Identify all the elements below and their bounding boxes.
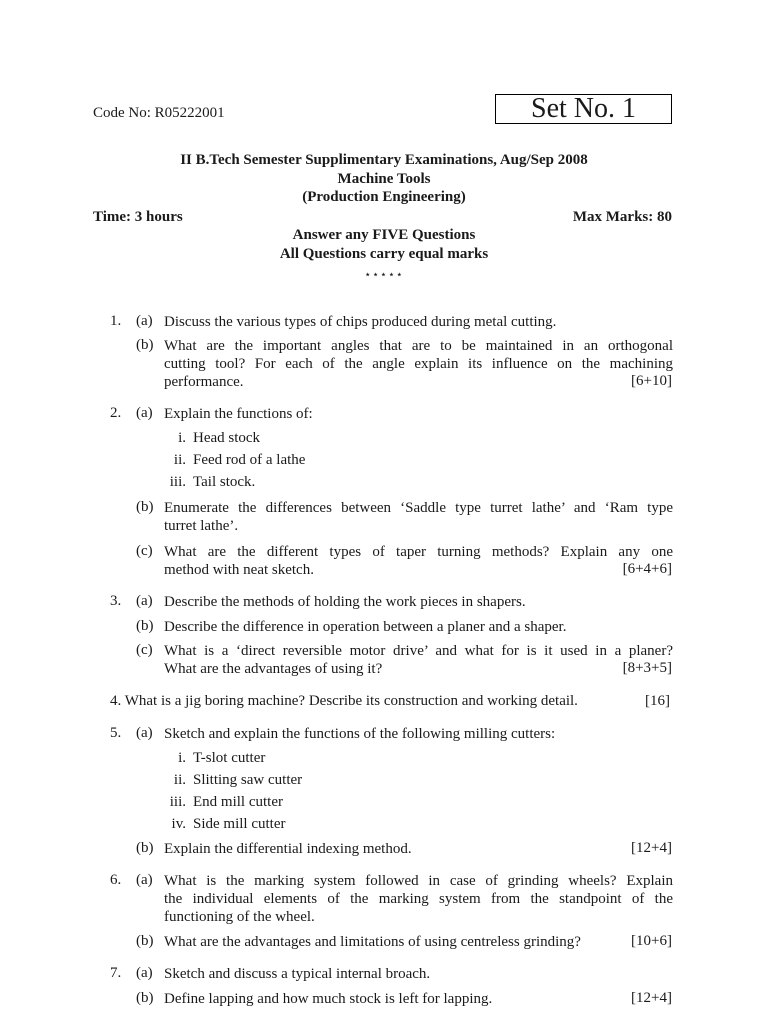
subpart-label: (a) bbox=[136, 965, 153, 981]
exam-title: II B.Tech Semester Supplimentary Examinations, Aug/Sep 2008 bbox=[180, 152, 588, 168]
set-number-box: Set No. 1 bbox=[495, 94, 672, 124]
question-text: Describe the difference in operation between a planer and a shaper. bbox=[164, 619, 567, 635]
list-item: Side mill cutter bbox=[193, 816, 286, 832]
text-line: performance. bbox=[164, 374, 244, 390]
question-number: 2. bbox=[110, 405, 122, 421]
question-text: Sketch and discuss a typical internal broach. bbox=[164, 966, 431, 982]
code-number: Code No: R05222001 bbox=[93, 105, 225, 121]
subject-title: Machine Tools bbox=[337, 171, 431, 187]
list-item: End mill cutter bbox=[193, 794, 283, 810]
subpart-label: (a) bbox=[136, 593, 153, 609]
question-text: Define lapping and how much stock is left for lapping. bbox=[164, 991, 493, 1007]
text-line: the individual elements of the marking system from the standpoint of the bbox=[164, 891, 673, 907]
time-label: Time: 3 hours bbox=[93, 209, 183, 225]
question-text: Explain the differential indexing method. bbox=[164, 841, 412, 857]
list-item: Tail stock. bbox=[193, 474, 256, 490]
list-item-label: i. bbox=[178, 750, 186, 766]
text-line: What are the advantages of using it? bbox=[164, 661, 383, 677]
list-item: Head stock bbox=[193, 430, 261, 446]
text-line: What is a ‘direct reversible motor drive’ and what for is it used in a planer? bbox=[164, 643, 673, 659]
subpart-label: (a) bbox=[136, 725, 153, 741]
marks-allocation: [16] bbox=[645, 693, 670, 709]
subpart-label: (b) bbox=[136, 840, 154, 856]
subpart-label: (b) bbox=[136, 499, 154, 515]
list-item: Slitting saw cutter bbox=[193, 772, 303, 788]
subpart-label: (b) bbox=[136, 990, 154, 1006]
subpart-label: (b) bbox=[136, 618, 154, 634]
subpart-label: (a) bbox=[136, 872, 153, 888]
instruction-answer: Answer any FIVE Questions bbox=[292, 227, 476, 243]
branch-title: (Production Engineering) bbox=[302, 189, 466, 205]
subpart-label: (b) bbox=[136, 933, 154, 949]
question-number: 5. bbox=[110, 725, 122, 741]
separator-stars: ⋆⋆⋆⋆⋆ bbox=[364, 269, 404, 281]
marks-allocation: [8+3+5] bbox=[622, 660, 672, 676]
marks-allocation: [6+10] bbox=[631, 373, 672, 389]
text-line: What are the important angles that are to be maintained in an orthogonal bbox=[164, 338, 673, 354]
subpart-label: (c) bbox=[136, 543, 153, 559]
marks-allocation: [12+4] bbox=[631, 840, 672, 856]
text-line: cutting tool? For each of the angle explain its influence on the machining bbox=[164, 356, 673, 372]
max-marks-label: Max Marks: 80 bbox=[572, 209, 672, 225]
list-item-label: iv. bbox=[171, 816, 186, 832]
marks-allocation: [12+4] bbox=[631, 990, 672, 1006]
question-text: Explain the functions of: bbox=[164, 406, 313, 422]
question-number: 1. bbox=[110, 313, 122, 329]
text-line: method with neat sketch. bbox=[164, 562, 314, 578]
question-text: What are the advantages and limitations of using centreless grinding? bbox=[164, 934, 581, 950]
question-text bbox=[164, 543, 673, 579]
question-text bbox=[164, 499, 673, 535]
subpart-label: (b) bbox=[136, 337, 154, 353]
question-number: 7. bbox=[110, 965, 122, 981]
list-item-label: i. bbox=[178, 430, 186, 446]
list-item: T-slot cutter bbox=[193, 750, 266, 766]
list-item-label: iii. bbox=[169, 474, 186, 490]
list-item: Feed rod of a lathe bbox=[193, 452, 306, 468]
text-line: What is the marking system followed in case of grinding wheels? Explain bbox=[164, 873, 673, 889]
subpart-label: (a) bbox=[136, 405, 153, 421]
marks-allocation: [10+6] bbox=[631, 933, 672, 949]
text-line: Enumerate the differences between ‘Saddle type turret lathe’ and ‘Ram type bbox=[164, 500, 673, 516]
question-text: 4. What is a jig boring machine? Describe its construction and working detail. bbox=[110, 693, 578, 709]
subpart-label: (c) bbox=[136, 642, 153, 658]
question-number: 6. bbox=[110, 872, 122, 888]
question-text bbox=[164, 642, 673, 678]
question-number: 3. bbox=[110, 593, 122, 609]
question-text: Discuss the various types of chips produced during metal cutting. bbox=[164, 314, 557, 330]
list-item-label: iii. bbox=[169, 794, 186, 810]
question-text bbox=[164, 337, 673, 391]
list-item-label: ii. bbox=[173, 772, 186, 788]
text-line: functioning of the wheel. bbox=[164, 909, 315, 925]
instruction-marks: All Questions carry equal marks bbox=[279, 246, 489, 262]
marks-allocation: [6+4+6] bbox=[622, 561, 672, 577]
question-text: Sketch and explain the functions of the following milling cutters: bbox=[164, 726, 556, 742]
question-text: Describe the methods of holding the work pieces in shapers. bbox=[164, 594, 526, 610]
question-text bbox=[164, 872, 673, 926]
subpart-label: (a) bbox=[136, 313, 153, 329]
text-line: turret lathe’. bbox=[164, 518, 239, 534]
text-line: What are the different types of taper turning methods? Explain any one bbox=[164, 544, 673, 560]
list-item-label: ii. bbox=[173, 452, 186, 468]
